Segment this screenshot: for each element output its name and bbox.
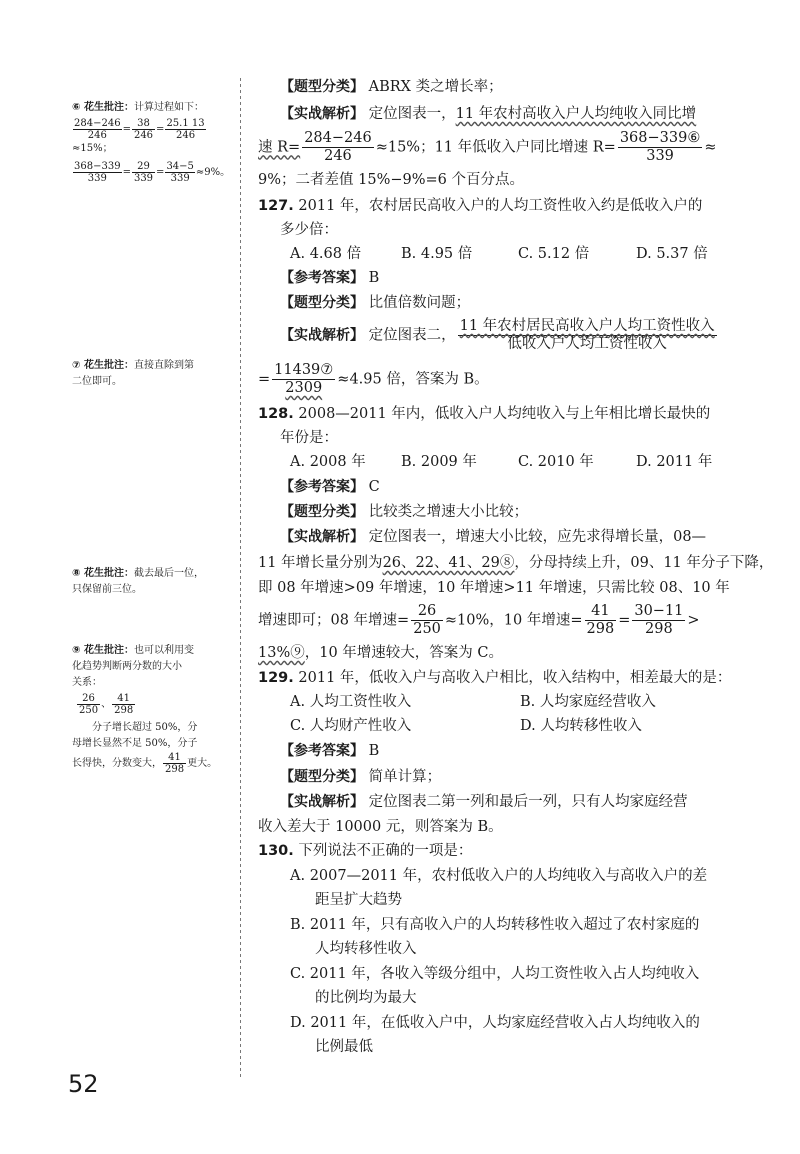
q129-analysis-1: 定位图表二第一列和最后一列，只有人均家庭经营 bbox=[368, 794, 688, 810]
note-9-fc-den: 298 bbox=[165, 764, 185, 775]
q128-frac1-num: 26 bbox=[411, 603, 443, 621]
note-9-sep: 、 bbox=[101, 699, 112, 710]
note-6-tail1: ≈15%； bbox=[72, 143, 113, 154]
note-9-line6b: 更大。 bbox=[187, 758, 218, 769]
note-9-line1: 也可以利用变 bbox=[133, 645, 194, 656]
q128-frac1-den: 250 bbox=[413, 621, 441, 637]
q130-option-d-line2[interactable]: 比例最低 bbox=[315, 1039, 373, 1055]
q130-option-d-line1[interactable]: D. 2011 年，在低收入户中，人均家庭经营收入占人均纯收入的 bbox=[290, 1015, 700, 1031]
q127-answer: B bbox=[368, 270, 380, 286]
q127-answer-tag: 【参考答案】 bbox=[280, 270, 364, 286]
q126-analysis-1-underlined: 11 年农村高收入户人均纯收入同比增 bbox=[455, 106, 697, 122]
q126-type-tag: 【题型分类】 bbox=[280, 79, 364, 95]
q126-analysis-2-mid: ≈15%；11 年低收入户同比增速 R= bbox=[375, 139, 616, 156]
q128-option-c[interactable]: C. 2010 年 bbox=[518, 454, 594, 470]
q127-result-tail: ≈4.95 倍，答案为 B。 bbox=[337, 371, 489, 388]
q128-option-d[interactable]: D. 2011 年 bbox=[636, 454, 713, 470]
note-7 bbox=[72, 358, 232, 390]
note-7-label: ⑦ 花生批注： bbox=[72, 360, 134, 371]
q127-option-b[interactable]: B. 4.95 倍 bbox=[401, 246, 473, 262]
note-6-frac2-num: 38 bbox=[132, 118, 155, 130]
q126-frac2-num: 368−339⑥ bbox=[619, 130, 701, 146]
q129-option-a[interactable]: A. 人均工资性收入 bbox=[290, 694, 412, 710]
note-6-frac6-den: 339 bbox=[170, 173, 190, 184]
q127-ratio-num: 11 年农村居民高收入户人均工资性收入 bbox=[459, 318, 715, 334]
q130-number: 130. bbox=[258, 843, 294, 859]
q127-option-a[interactable]: A. 4.68 倍 bbox=[290, 246, 362, 262]
q129-option-b[interactable]: B. 人均家庭经营收入 bbox=[520, 694, 656, 710]
note-6-frac1-num: 284−246 bbox=[74, 118, 121, 129]
note-8 bbox=[72, 566, 232, 598]
q128-analysis-4-mid: ≈10%，10 年增速= bbox=[444, 612, 583, 629]
q127-ratio-den: 低收入户人均工资性收入 bbox=[507, 336, 667, 352]
note-7-line2: 二位即可。 bbox=[72, 376, 122, 387]
q126-analysis-tag: 【实战解析】 bbox=[280, 106, 364, 122]
q129-stem: 2011 年，低收入户与高收入户相比，收入结构中，相差最大的是： bbox=[298, 670, 732, 686]
q128-option-b[interactable]: B. 2009 年 bbox=[401, 454, 477, 470]
note-9-line3: 关系： bbox=[72, 677, 102, 688]
q128-frac3-den: 298 bbox=[645, 621, 673, 637]
q129-answer: B bbox=[368, 743, 380, 759]
note-9-line5: 母增长显然不足 50%，分子 bbox=[72, 738, 198, 749]
q130-option-b-line1[interactable]: B. 2011 年，只有高收入户的人均转移性收入超过了农村家庭的 bbox=[290, 917, 700, 933]
q128-number: 128. bbox=[258, 406, 294, 422]
q128-analysis-5-post: ，10 年增速较大，答案为 C。 bbox=[304, 645, 503, 661]
note-6-text: 计算过程如下： bbox=[133, 102, 204, 113]
q127-number: 127. bbox=[258, 198, 294, 214]
q128-analysis-4-pre: 增速即可；08 年增速= bbox=[258, 612, 410, 629]
q128-analysis-4-eq: = bbox=[618, 612, 631, 629]
note-6-label: ⑥ 花生批注： bbox=[72, 102, 134, 113]
note-9-line2: 化趋势判断两分数的大小 bbox=[72, 661, 182, 672]
note-7-line1: 直接直除到第 bbox=[133, 360, 194, 371]
q129-answer-tag: 【参考答案】 bbox=[280, 743, 364, 759]
q128-analysis-5-underlined: 13%⑨ bbox=[258, 645, 305, 661]
q126-analysis-1: 定位图表一， bbox=[368, 106, 456, 122]
q126-frac2-den: 339 bbox=[646, 148, 674, 164]
q129-analysis-2: 收入差大于 10000 元，则答案为 B。 bbox=[258, 819, 503, 835]
q130-option-c-line2[interactable]: 的比例均为最大 bbox=[315, 990, 417, 1006]
q127-result-num: 11439⑦ bbox=[274, 362, 334, 378]
column-divider bbox=[238, 78, 244, 1078]
note-9-fa-num: 26 bbox=[77, 693, 100, 705]
q128-analysis-2-pre: 11 年增长量分别为 bbox=[258, 555, 383, 571]
q128-answer-tag: 【参考答案】 bbox=[280, 479, 364, 495]
note-9-fa-den: 250 bbox=[79, 705, 99, 716]
q128-analysis-3: 即 08 年增速>09 年增速，10 年增速>11 年增速，只需比较 08、10 年 bbox=[258, 580, 730, 596]
q130-option-b-line2[interactable]: 人均转移性收入 bbox=[315, 941, 417, 957]
note-8-label: ⑧ 花生批注： bbox=[72, 568, 134, 579]
q127-option-d[interactable]: D. 5.37 倍 bbox=[636, 246, 708, 262]
q129-analysis-tag: 【实战解析】 bbox=[280, 794, 364, 810]
note-9-fb-num: 41 bbox=[112, 693, 135, 705]
q128-stem-2: 年份是： bbox=[280, 430, 338, 446]
q128-frac3-num: 30−11 bbox=[634, 603, 684, 619]
q128-analysis-1: 定位图表一，增速大小比较，应先求得增长量，08— bbox=[368, 529, 707, 545]
q127-result-eq: = bbox=[258, 371, 271, 388]
q129-option-c[interactable]: C. 人均财产性收入 bbox=[290, 718, 412, 734]
note-9-line6a: 长得快，分数变大， bbox=[72, 758, 162, 769]
q129-number: 129. bbox=[258, 670, 294, 686]
page-number: 52 bbox=[68, 1070, 99, 1098]
q127-type-tag: 【题型分类】 bbox=[280, 295, 364, 311]
q127-stem-1: 2011 年，农村居民高收入户的人均工资性收入约是低收入户的 bbox=[298, 198, 703, 214]
q127-result-den: 2309 bbox=[285, 380, 323, 396]
q128-stem-1: 2008—2011 年内，低收入户人均纯收入与上年相比增长最快的 bbox=[298, 406, 711, 422]
q128-analysis-2-underlined: 26、22、41、29⑧ bbox=[382, 555, 515, 571]
note-9 bbox=[72, 643, 232, 775]
note-6-frac4-den: 339 bbox=[87, 173, 107, 184]
q128-analysis-4-end: > bbox=[687, 612, 700, 629]
note-6-frac2-den: 246 bbox=[133, 130, 154, 141]
q126-analysis-3: 9%；二者差值 15%−9%=6 个百分点。 bbox=[258, 172, 524, 188]
q130-stem: 下列说法不正确的一项是： bbox=[298, 843, 473, 859]
note-9-line4: 分子增长超过 50%，分 bbox=[92, 722, 198, 733]
q127-option-c[interactable]: C. 5.12 倍 bbox=[518, 246, 590, 262]
q127-type-text: 比值倍数问题； bbox=[368, 295, 471, 311]
note-6-frac6-num: 34−5 bbox=[166, 161, 194, 172]
q130-option-c-line1[interactable]: C. 2011 年，各收入等级分组中，人均工资性收入占人均纯收入 bbox=[290, 966, 700, 982]
note-6: ⑥ 花生批注：计算过程如下： $\frac{284-246}{246}$ = $\frac{38}{246}$ = $\frac{25.1 13}{246}$ ≈15%； $\frac{368-339}{339}$ = $\frac{29}{339}$ = $\frac{34-5}{339}$ ≈9%。 bbox=[72, 102, 231, 184]
note-6-frac5-den: 339 bbox=[133, 173, 154, 184]
q128-analysis-2-post: ，分母持续上升，09、11 年分子下降， bbox=[514, 555, 774, 571]
note-9-fb-den: 298 bbox=[114, 705, 134, 716]
q126-frac1-num: 284−246 bbox=[304, 130, 372, 146]
q128-type-text: 比较类之增速大小比较； bbox=[368, 504, 529, 520]
note-9-label: ⑨ 花生批注： bbox=[72, 645, 134, 656]
note-6-frac4-num: 368−339 bbox=[74, 161, 121, 172]
q128-analysis-tag: 【实战解析】 bbox=[280, 529, 364, 545]
q128-option-a[interactable]: A. 2008 年 bbox=[290, 454, 366, 470]
q126-analysis-2-end: ≈ bbox=[704, 139, 717, 156]
q130-option-a-line1[interactable]: A. 2007—2011 年，农村低收入户的人均纯收入与高收入户的差 bbox=[290, 868, 708, 884]
q127-stem-2: 多少倍： bbox=[280, 222, 338, 238]
note-6-frac1-den: 246 bbox=[87, 130, 107, 141]
note-9-fc-num: 41 bbox=[163, 752, 186, 764]
q127-analysis-1: 定位图表二， bbox=[368, 327, 456, 344]
q128-answer: C bbox=[368, 479, 380, 495]
note-6-frac5-num: 29 bbox=[132, 161, 155, 173]
q129-type-tag: 【题型分类】 bbox=[280, 769, 364, 785]
q126-frac1-den: 246 bbox=[324, 148, 352, 164]
q128-type-tag: 【题型分类】 bbox=[280, 504, 364, 520]
note-8-line2: 只保留前三位。 bbox=[72, 584, 142, 595]
note-6-frac3-num: 25.1 13 bbox=[166, 118, 205, 129]
q126-analysis-2-pre: 速 R= bbox=[258, 139, 301, 156]
note-6-frac3-den: 246 bbox=[175, 130, 196, 141]
q127-analysis-tag: 【实战解析】 bbox=[280, 327, 364, 344]
q129-type-text: 简单计算； bbox=[368, 769, 442, 785]
q130-option-a-line2[interactable]: 距呈扩大趋势 bbox=[315, 892, 402, 908]
q126-type-text: ABRX 类之增长率； bbox=[368, 79, 503, 95]
q129-option-d[interactable]: D. 人均转移性收入 bbox=[520, 718, 642, 734]
note-8-line1: 截去最后一位， bbox=[133, 568, 204, 579]
note-6-tail2: ≈9%。 bbox=[195, 167, 231, 178]
q128-frac2-den: 298 bbox=[586, 621, 615, 637]
q128-frac2-num: 41 bbox=[585, 603, 617, 621]
